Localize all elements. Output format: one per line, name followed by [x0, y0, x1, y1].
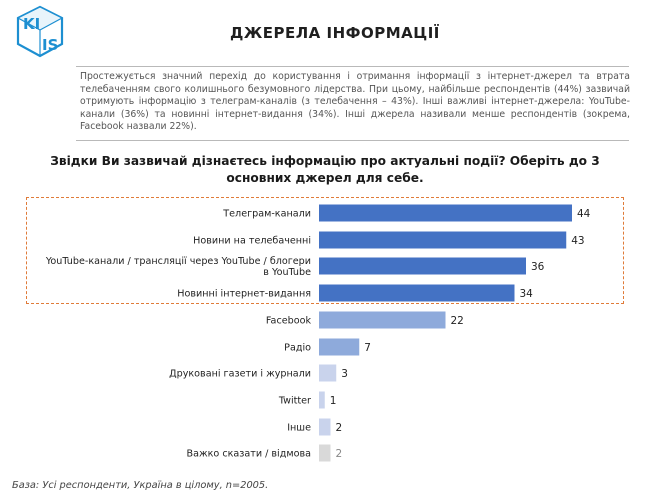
bar-value-label-6: 3 [341, 368, 348, 380]
bar-value-label-3: 34 [519, 288, 533, 300]
category-label-9: Важко сказати / відмова [186, 448, 311, 460]
bar-value-label-5: 7 [364, 342, 371, 354]
bar-3 [319, 285, 515, 302]
bar-value-label-2: 36 [531, 261, 545, 273]
category-label-4: Facebook [265, 315, 311, 327]
bar-value-label-1: 43 [571, 235, 585, 247]
bar-8 [319, 419, 331, 436]
bar-value-label-4: 22 [450, 315, 464, 327]
category-label-2-line-0: YouTube-канали / трансляції через YouTube / блогери [45, 256, 311, 267]
chart-question: Звідки Ви зазвичай дізнаєтесь інформацію про актуальні події? Оберіть до 3 основних джерел для себе. [50, 154, 600, 185]
category-label-0: Телеграм-канали [223, 208, 311, 220]
bar-4 [319, 312, 446, 329]
bar-1 [319, 232, 566, 249]
category-label-1: Новини на телебаченні [193, 235, 311, 247]
bar-value-label-7: 1 [329, 395, 337, 407]
bar-6 [319, 365, 336, 382]
bar-7 [319, 392, 325, 409]
summary-text: Простежується значний перехід до користування і отримання інформації з інтернет-джерел та втрата телебаченням свого колишнього безумовного лідерства. При цьому, найбільше респондентів (44%) зазвичай отримують інформацію з телеграм-каналів (з телебачення – 43%). Інші важливі інтернет-джерела: YouTube-канали (36%) та новинні інтернет-видання (34%). Інші джерела називали менше респондентів (зокрема, Facebook назвали 22%). [80, 71, 630, 133]
footnote: База: Усі респонденти, Україна в цілому, n=2005. [12, 480, 269, 491]
category-label-8: Інше [287, 422, 311, 434]
bar-value-label-9: 2 [335, 448, 343, 460]
category-label-2-line-1: в YouTube [263, 267, 311, 278]
page-title: ДЖЕРЕЛА ІНФОРМАЦІЇ [230, 24, 440, 42]
category-label-3: Новинні інтернет-видання [177, 288, 311, 300]
category-label-5: Радіо [284, 342, 311, 354]
category-label-6: Друковані газети і журнали [169, 368, 311, 380]
svg-text:KI: KI [23, 15, 41, 33]
svg-text:IS: IS [42, 36, 59, 54]
category-label-7: Twitter [278, 395, 311, 407]
bar-9 [319, 445, 331, 462]
bar-value-label-0: 44 [577, 208, 591, 220]
bar-0 [319, 205, 572, 222]
bar-value-label-8: 2 [335, 422, 343, 434]
bar-5 [319, 339, 359, 356]
bar-2 [319, 258, 526, 275]
